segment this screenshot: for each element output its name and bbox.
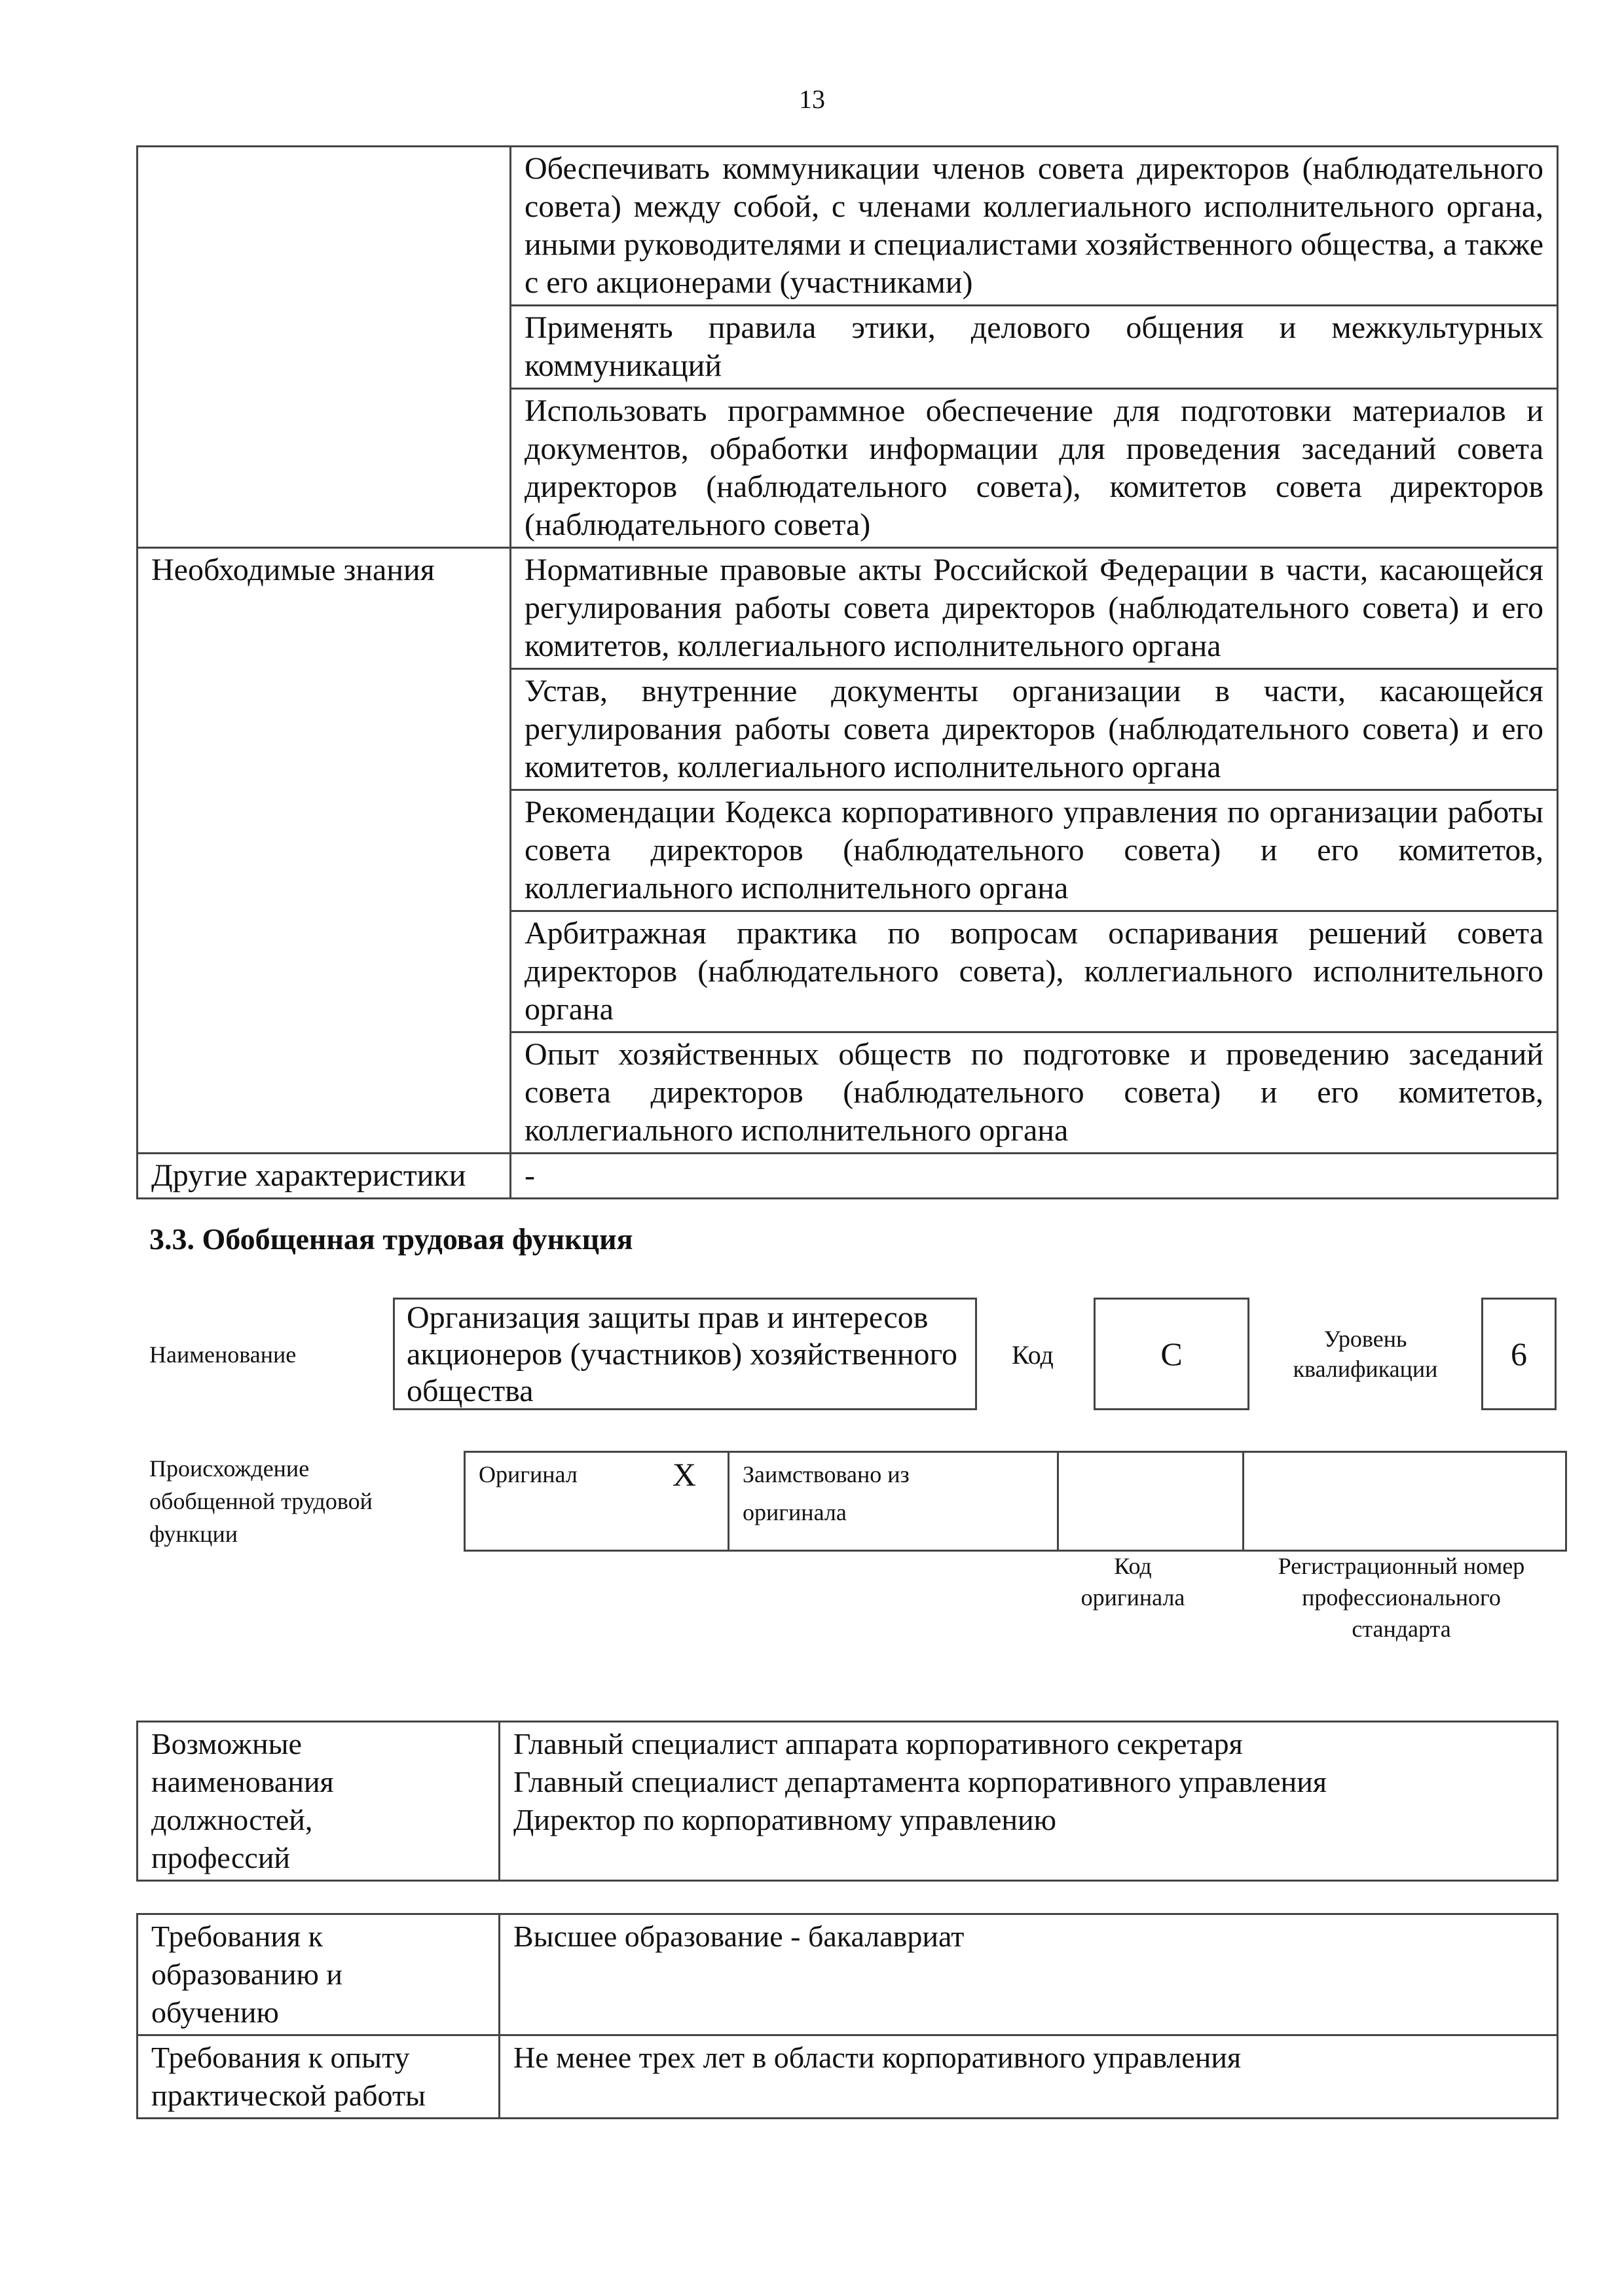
origin-borrowed-label: Заимствовано из оригинала: [729, 1452, 1058, 1551]
requirement-value: Высшее образование - бакалавриат: [500, 1914, 1558, 2035]
requirement-label: Требования к образованию и обучению: [138, 1914, 500, 2035]
knowledge-item: Рекомендации Кодекса корпоративного управления по организации работы совета директоров (наблюдательного совета) и его комитетов, коллегиального исполнительного органа: [511, 790, 1558, 911]
gtf-name-value: Организация защиты прав и интересов акционеров (участников) хозяйственного общества: [393, 1298, 977, 1410]
origin-table: [464, 1451, 1567, 1552]
requirement-label: Требования к опыту практической работы: [138, 2035, 500, 2119]
skills-label-cell: [138, 147, 511, 306]
position-item: Главный специалист аппарата корпоративного секретаря: [513, 1727, 1243, 1760]
knowledge-item: Опыт хозяйственных обществ по подготовке и проведению заседаний совета директоров (наблюдательного совета) и его комитетов, коллегиального исполнительного органа: [511, 1032, 1558, 1154]
origin-original-label: Оригинал: [479, 1461, 578, 1487]
position-item: Директор по корпоративному управлению: [513, 1803, 1057, 1836]
positions-label: Возможные наименования должностей, профессий: [138, 1722, 500, 1881]
gtf-level-value: 6: [1481, 1298, 1557, 1410]
knowledge-item: Устав, внутренние документы организации в части, касающейся регулирования работы совета директоров (наблюдательного совета) и его комитетов, коллегиального исполнительного органа: [511, 669, 1558, 790]
skill-item: Использовать программное обеспечение для подготовки материалов и документов, обработки информации для проведения заседаний совета директоров (наблюдательного совета), комитетов совета директоров (наблюдательного совета): [511, 389, 1558, 548]
positions-list: [500, 1722, 1558, 1881]
other-characteristics-label: Другие характеристики: [138, 1154, 511, 1199]
origin-original-cell: [465, 1452, 729, 1551]
gtf-name-label: Наименование: [149, 1341, 297, 1368]
knowledge-item: Нормативные правовые акты Российской Федерации в части, касающейся регулирования работы совета директоров (наблюдательного совета) и его комитетов, коллегиального исполнительного органа: [511, 548, 1558, 669]
gtf-level-label: Уровень квалификации: [1293, 1326, 1438, 1382]
origin-code-caption: Код оригинала: [1080, 1553, 1185, 1611]
gtf-code-label: Код: [1012, 1340, 1054, 1370]
skills-knowledge-table: [136, 145, 1559, 1199]
other-characteristics-value: -: [511, 1154, 1558, 1199]
origin-label: Происхождение обобщенной трудовой функции: [149, 1455, 373, 1547]
page-number: 13: [799, 84, 825, 114]
position-item: Главный специалист департамента корпоративного управления: [513, 1765, 1327, 1798]
skill-item: Применять правила этики, делового общения и межкультурных коммуникаций: [511, 306, 1558, 389]
gtf-code-value: C: [1094, 1298, 1249, 1410]
origin-original-mark: X: [672, 1456, 696, 1493]
origin-reg-cell: [1244, 1452, 1566, 1551]
positions-table: [136, 1721, 1559, 1882]
requirements-table: [136, 1913, 1559, 2119]
origin-reg-caption: Регистрационный номер профессионального стандарта: [1278, 1553, 1525, 1642]
knowledge-item: Арбитражная практика по вопросам оспаривания решений совета директоров (наблюдательного совета), коллегиального исполнительного органа: [511, 911, 1558, 1032]
requirement-value: Не менее трех лет в области корпоративного управления: [500, 2035, 1558, 2119]
skill-item: Обеспечивать коммуникации членов совета директоров (наблюдательного совета) между собой, с членами коллегиального исполнительного органа, иными руководителями и специалистами хозяйственного общества, а также с его акционерами (участниками): [511, 147, 1558, 306]
knowledge-label: Необходимые знания: [138, 548, 511, 669]
section-heading: 3.3. Обобщенная трудовая функция: [149, 1222, 633, 1256]
origin-code-cell: [1058, 1452, 1244, 1551]
